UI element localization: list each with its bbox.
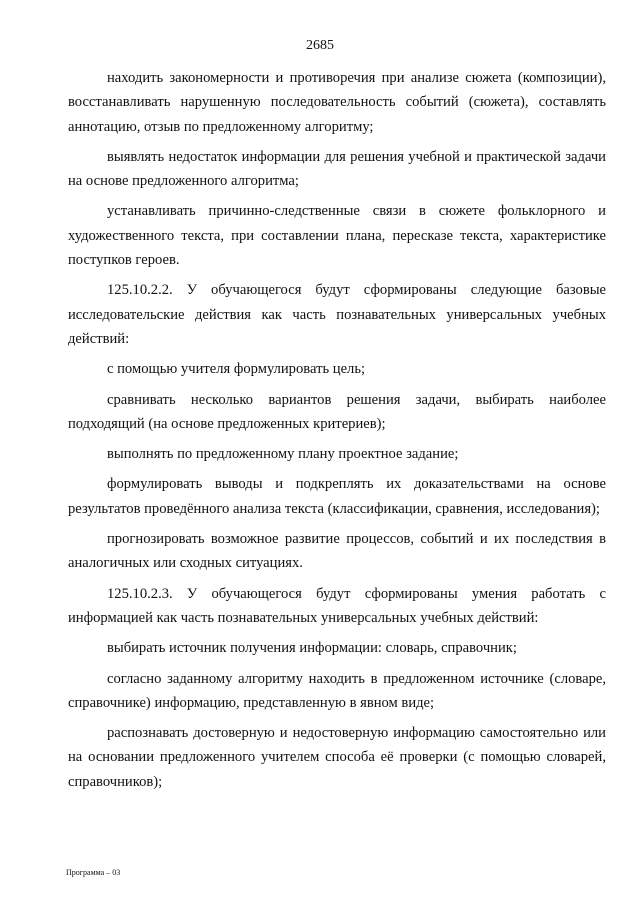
paragraph: выбирать источник получения информации: словарь, справочник; xyxy=(107,640,517,657)
paragraph: 125.10.2.2. У обучающегося будут сформированы следующие базовые исследовательские действия как часть познавательных универсальных учебных действий: xyxy=(68,282,606,347)
paragraph: сравнивать несколько вариантов решения задачи, выбирать наиболее подходящий (на основе предложенных критериев); xyxy=(68,391,606,432)
document-body xyxy=(68,66,606,800)
paragraph: устанавливать причинно-следственные связи в сюжете фольклорного и художественного текста, при составлении плана, пересказе текста, характеристике поступков героев. xyxy=(68,203,606,269)
paragraph: с помощью учителя формулировать цель; xyxy=(107,361,366,378)
paragraph: распознавать достоверную и недостоверную информацию самостоятельно или на основании предложенного учителем способа её проверки (с помощью словарей, справочников); xyxy=(68,725,606,790)
paragraph: согласно заданному алгоритму находить в предложенном источнике (словаре, справочнике) информацию, представленную в явном виде; xyxy=(68,670,606,711)
paragraph: 125.10.2.3. У обучающегося будут сформированы умения работать с информацией как часть познавательных универсальных учебных действий: xyxy=(68,585,606,626)
paragraph: выполнять по предложенному плану проектное задание; xyxy=(107,446,459,463)
page-number: 2685 xyxy=(306,38,334,53)
paragraph: формулировать выводы и подкреплять их доказательствами на основе результатов проведённого анализа текста (классификации, сравнения, исследования); xyxy=(68,476,606,517)
paragraph: находить закономерности и противоречия при анализе сюжета (композиции), восстанавливать нарушенную последовательность событий (сюжета), составлять аннотацию, отзыв по предложенному алгоритму; xyxy=(68,70,606,135)
paragraph: прогнозировать возможное развитие процессов, событий и их последствия в аналогичных или сходных ситуациях. xyxy=(68,531,606,572)
paragraph: выявлять недостаток информации для решения учебной и практической задачи на основе предложенного алгоритма; xyxy=(68,148,606,190)
footer-label: Программа – 03 xyxy=(66,868,121,877)
